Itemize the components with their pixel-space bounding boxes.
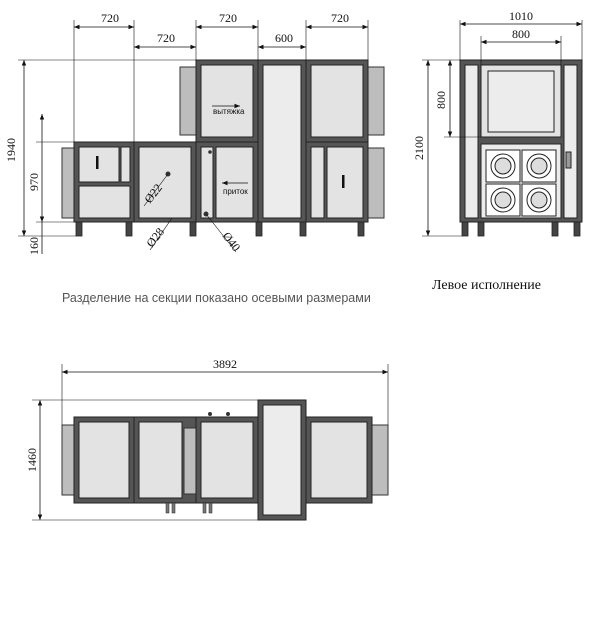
dim-160: 160 (27, 237, 41, 255)
inlet-panel-side (121, 147, 130, 182)
supply-label: приток (223, 187, 248, 196)
dim-1010: 1010 (509, 9, 533, 23)
dim-970: 970 (27, 173, 41, 191)
plan-panel-3 (201, 422, 253, 498)
right-lower-panel-a (311, 147, 324, 218)
dim-d22: Ø22 (141, 180, 166, 206)
exhaust-panel (201, 65, 253, 137)
plan-view (25, 357, 388, 520)
plan-right-duct (372, 425, 388, 495)
right-lower-panel-b (327, 147, 363, 218)
dim-d28: Ø28 (143, 224, 168, 250)
plan-panel-2 (139, 422, 182, 498)
plan-panel-5 (311, 422, 367, 498)
dim-720-b: 720 (219, 11, 237, 25)
supply-panel (216, 147, 253, 218)
dim-600: 600 (275, 31, 293, 45)
side-left-strip (465, 65, 478, 218)
plan-panel-1 (79, 422, 129, 498)
fitting-icon (208, 150, 212, 154)
dim-720-d: 720 (157, 31, 175, 45)
left-version-caption: Левое исполнение (432, 278, 541, 293)
inlet-panel-bottom (79, 186, 130, 218)
side-upper-window (488, 71, 554, 132)
handle-icon (342, 175, 345, 188)
dim-1940: 1940 (4, 138, 18, 162)
dim-800-side: 800 (434, 91, 448, 109)
plan-recuperator-panel (263, 405, 301, 515)
dim-3892: 3892 (213, 357, 237, 371)
filter-panel (139, 147, 191, 218)
recuperator-panel (263, 65, 301, 218)
side-right-strip (564, 65, 577, 218)
dim-720-c: 720 (331, 11, 349, 25)
exhaust-label: вытяжка (213, 107, 245, 116)
front-view (4, 11, 384, 255)
bottom-right-duct (366, 148, 384, 218)
side-pipe-icon (566, 152, 571, 168)
side-view (412, 9, 582, 236)
dim-d40: Ø40 (219, 229, 244, 255)
supply-panel-left (201, 147, 213, 218)
dim-720-a: 720 (101, 11, 119, 25)
right-upper-panel (311, 65, 363, 137)
top-right-duct (366, 67, 384, 135)
support-legs (76, 222, 364, 236)
plan-inner-duct (184, 428, 196, 494)
dim-800-top: 800 (512, 27, 530, 41)
side-legs (462, 222, 580, 236)
dim-1460: 1460 (25, 448, 39, 472)
top-left-duct (180, 67, 198, 135)
handle-icon (96, 156, 99, 169)
dim-2100: 2100 (412, 136, 426, 160)
inlet-panel-top (79, 147, 119, 182)
section-note: Разделение на секции показано осевыми размерами (62, 291, 371, 305)
